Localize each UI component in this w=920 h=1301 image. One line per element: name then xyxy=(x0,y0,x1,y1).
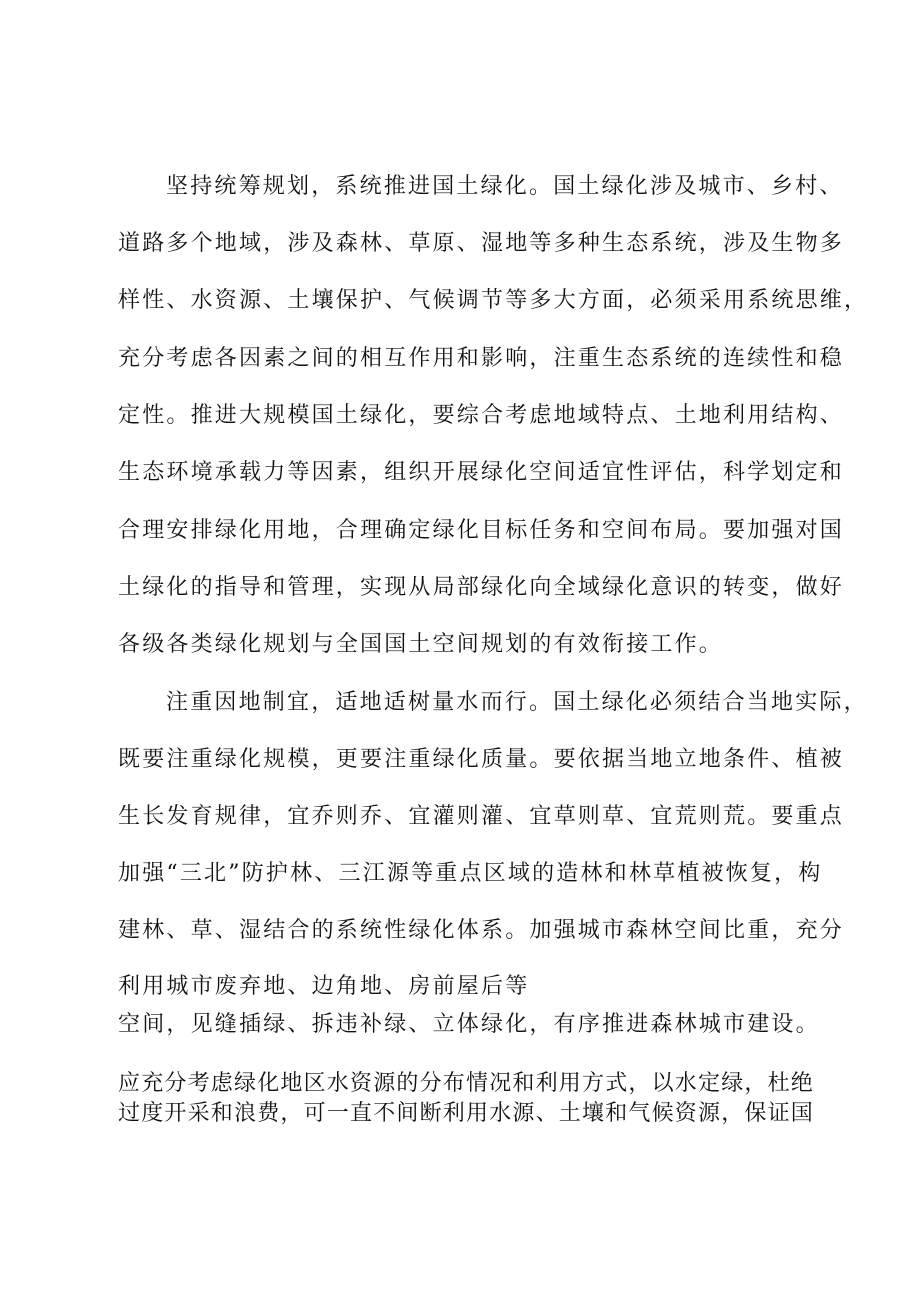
paragraph-line: 土绿化的指导和管理，实现从局部绿化向全域绿化意识的转变，做好 xyxy=(118,575,845,600)
paragraph-line: 生态环境承载力等因素，组织开展绿化空间适宜性评估，科学划定和 xyxy=(118,460,845,485)
paragraph-line: 充分考虑各因素之间的相互作用和影响，注重生态系统的连续性和稳 xyxy=(118,346,845,371)
paragraph-line: 定性。推进大规模国土绿化，要综合考虑地域特点、土地利用结构、 xyxy=(118,403,845,428)
paragraph-line: 生长发育规律，宜乔则乔、宜灌则灌、宜草则草、宜荒则荒。要重点 xyxy=(118,804,845,829)
paragraph-line: 各级各类绿化规划与全国国土空间规划的有效衔接工作。 xyxy=(118,632,724,657)
paragraph-line: 合理安排绿化用地，合理确定绿化目标任务和空间布局。要加强对国 xyxy=(118,518,845,543)
paragraph-line: 道路多个地域，涉及森林、草原、湿地等多种生态系统，涉及生物多 xyxy=(118,231,845,256)
paragraph-line: 空间，见缝插绿、拆违补绿、立体绿化，有序推进森林城市建设。 xyxy=(118,1012,820,1037)
paragraph-line: 过度开采和浪费，可一直不间断利用水源、土壤和气候资源，保证国 xyxy=(118,1101,815,1126)
paragraph-line: 样性、水资源、土壤保护、气候调节等多大方面，必须采用系统思维， xyxy=(118,288,869,313)
paragraph-line: 利用城市废弃地、边角地、房前屋后等 xyxy=(118,974,530,999)
paragraph-line: 既要注重绿化规模，更要注重绿化质量。要依据当地立地条件、植被 xyxy=(118,747,845,772)
paragraph-line: 建林、草、湿结合的系统性绿化体系。加强城市森林空间比重，充分 xyxy=(118,918,845,943)
paragraph-line: 坚持统筹规划，系统推进国土绿化。国土绿化涉及城市、乡村、 xyxy=(166,174,844,199)
paragraph-line: 注重因地制宜，适地适树量水而行。国土绿化必须结合当地实际， xyxy=(166,690,868,715)
paragraph-line: 加强“三北”防护林、三江源等重点区域的造林和林草植被恢复，构 xyxy=(118,861,823,886)
paragraph-line: 应充分考虑绿化地区水资源的分布情况和利用方式，以水定绿，杜绝 xyxy=(118,1071,815,1096)
